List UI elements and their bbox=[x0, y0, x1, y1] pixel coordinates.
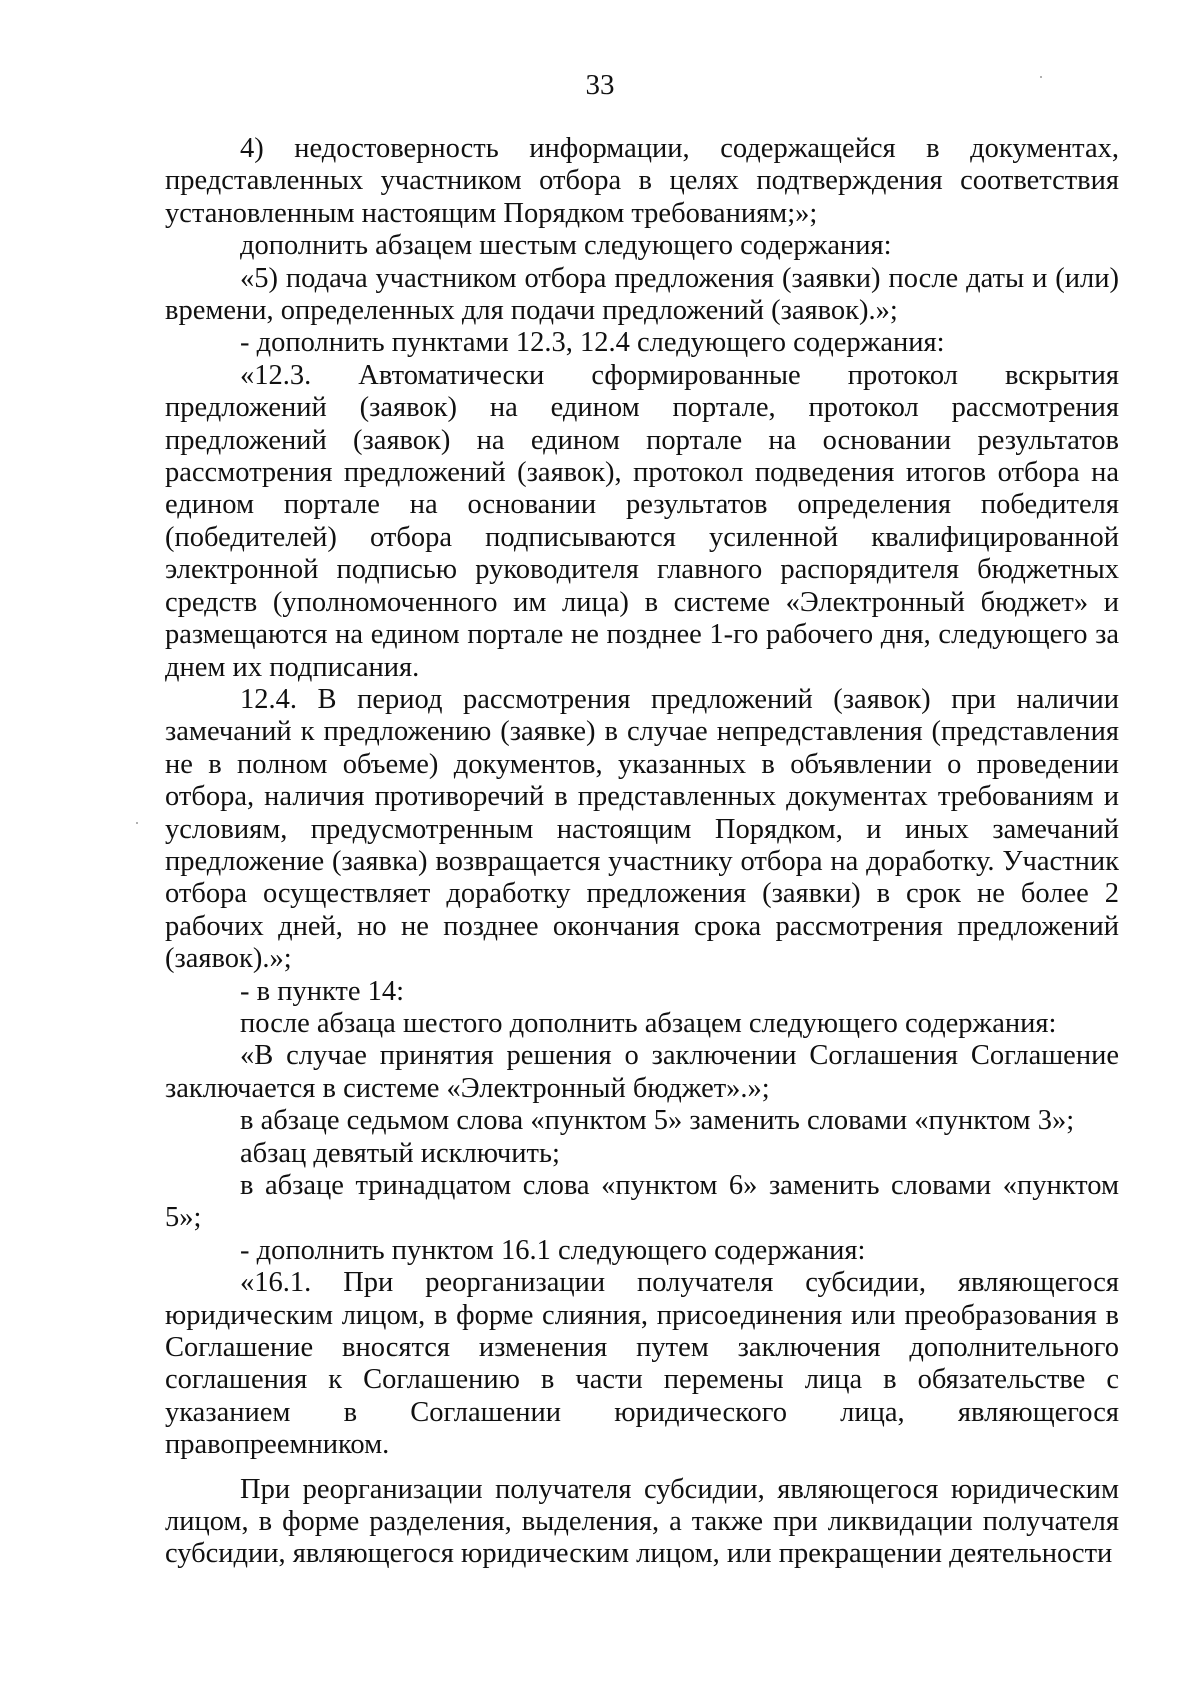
document-body bbox=[165, 133, 1119, 1571]
page-number: 33 bbox=[585, 69, 615, 101]
scan-speck bbox=[1040, 76, 1042, 78]
paragraph-reorganization-liquidation: При реорганизации получателя субсидии, являющегося юридическим лицом, в форме разделения, выделения, а также при ликвидации получателя субсидии, являющегося юридическим лицом, или прекращении деятельности bbox=[165, 1473, 1119, 1570]
paragraph-seventh-abzac: в абзаце седьмом слова «пунктом 5» заменить словами «пунктом 3»; bbox=[240, 1105, 1075, 1137]
paragraph-item-4: 4) недостоверность информации, содержащейся в документах, представленных участником отбора в целях подтверждения соответствия установленным настоящим Порядком требованиям;»; bbox=[165, 133, 1119, 229]
paragraph-point-12-4: 12.4. В период рассмотрения предложений (заявок) при наличии замечаний к предложению (заявке) в случае непредставления (представления не в полном объеме) документов, указанных в объявлении о проведении отбора, наличия противоречий в представленных документах требованиям и условиям, предусмотренным настоящим Порядком, и иных замечаний предложение (заявка) возвращается участнику отбора на доработку. Участник отбора осуществляет доработку предложения (заявки) в срок не более 2 рабочих дней, но не позднее окончания срока рассмотрения предложений (заявок).»; bbox=[165, 683, 1119, 975]
paragraph-point-14: - в пункте 14: bbox=[240, 975, 405, 1007]
paragraph-after-sixth-abzac: после абзаца шестого дополнить абзацем следующего содержания: bbox=[240, 1007, 1057, 1039]
paragraph-point-12-3: «12.3. Автоматически сформированные протокол вскрытия предложений (заявок) на едином портале, протокол рассмотрения предложений (заявок) на едином портале на основании результатов рассмотрения предложений (заявок), протокол подведения итогов отбора на едином портале на основании результатов определения победителя (победителей) отбора подписываются усиленной квалифицированной электронной подписью руководителя главного распорядителя бюджетных средств (уполномоченного им лица) в системе «Электронный бюджет» и размещаются на едином портале не позднее 1-го рабочего дня, следующего за днем их подписания. bbox=[165, 359, 1119, 683]
paragraph-point-16-1: «16.1. При реорганизации получателя субсидии, являющегося юридическим лицом, в форме слияния, присоединения или преобразования в Соглашение вносятся изменения путем заключения дополнительного соглашения к Соглашению в части перемены лица в обязательстве с указанием в Соглашении юридического лица, являющегося правопреемником. bbox=[165, 1267, 1119, 1461]
paragraph-add-points-12-3-12-4: - дополнить пунктами 12.3, 12.4 следующего содержания: bbox=[240, 327, 945, 359]
paragraph-add-point-16-1: - дополнить пунктом 16.1 следующего содержания: bbox=[240, 1234, 866, 1266]
paragraph-ninth-abzac: абзац девятый исключить; bbox=[240, 1137, 560, 1169]
paragraph-item-5: «5) подача участником отбора предложения (заявки) после даты и (или) времени, определенных для подачи предложений (заявок).»; bbox=[165, 262, 1119, 327]
paragraph-add-sixth-abzac: дополнить абзацем шестым следующего содержания: bbox=[240, 230, 892, 262]
paragraph-thirteenth-abzac: в абзаце тринадцатом слова «пунктом 6» заменить словами «пунктом 5»; bbox=[165, 1170, 1119, 1234]
scan-speck bbox=[136, 822, 138, 824]
paragraph-agreement-conclusion: «В случае принятия решения о заключении Соглашения Соглашение заключается в системе «Электронный бюджет».»; bbox=[165, 1040, 1119, 1104]
